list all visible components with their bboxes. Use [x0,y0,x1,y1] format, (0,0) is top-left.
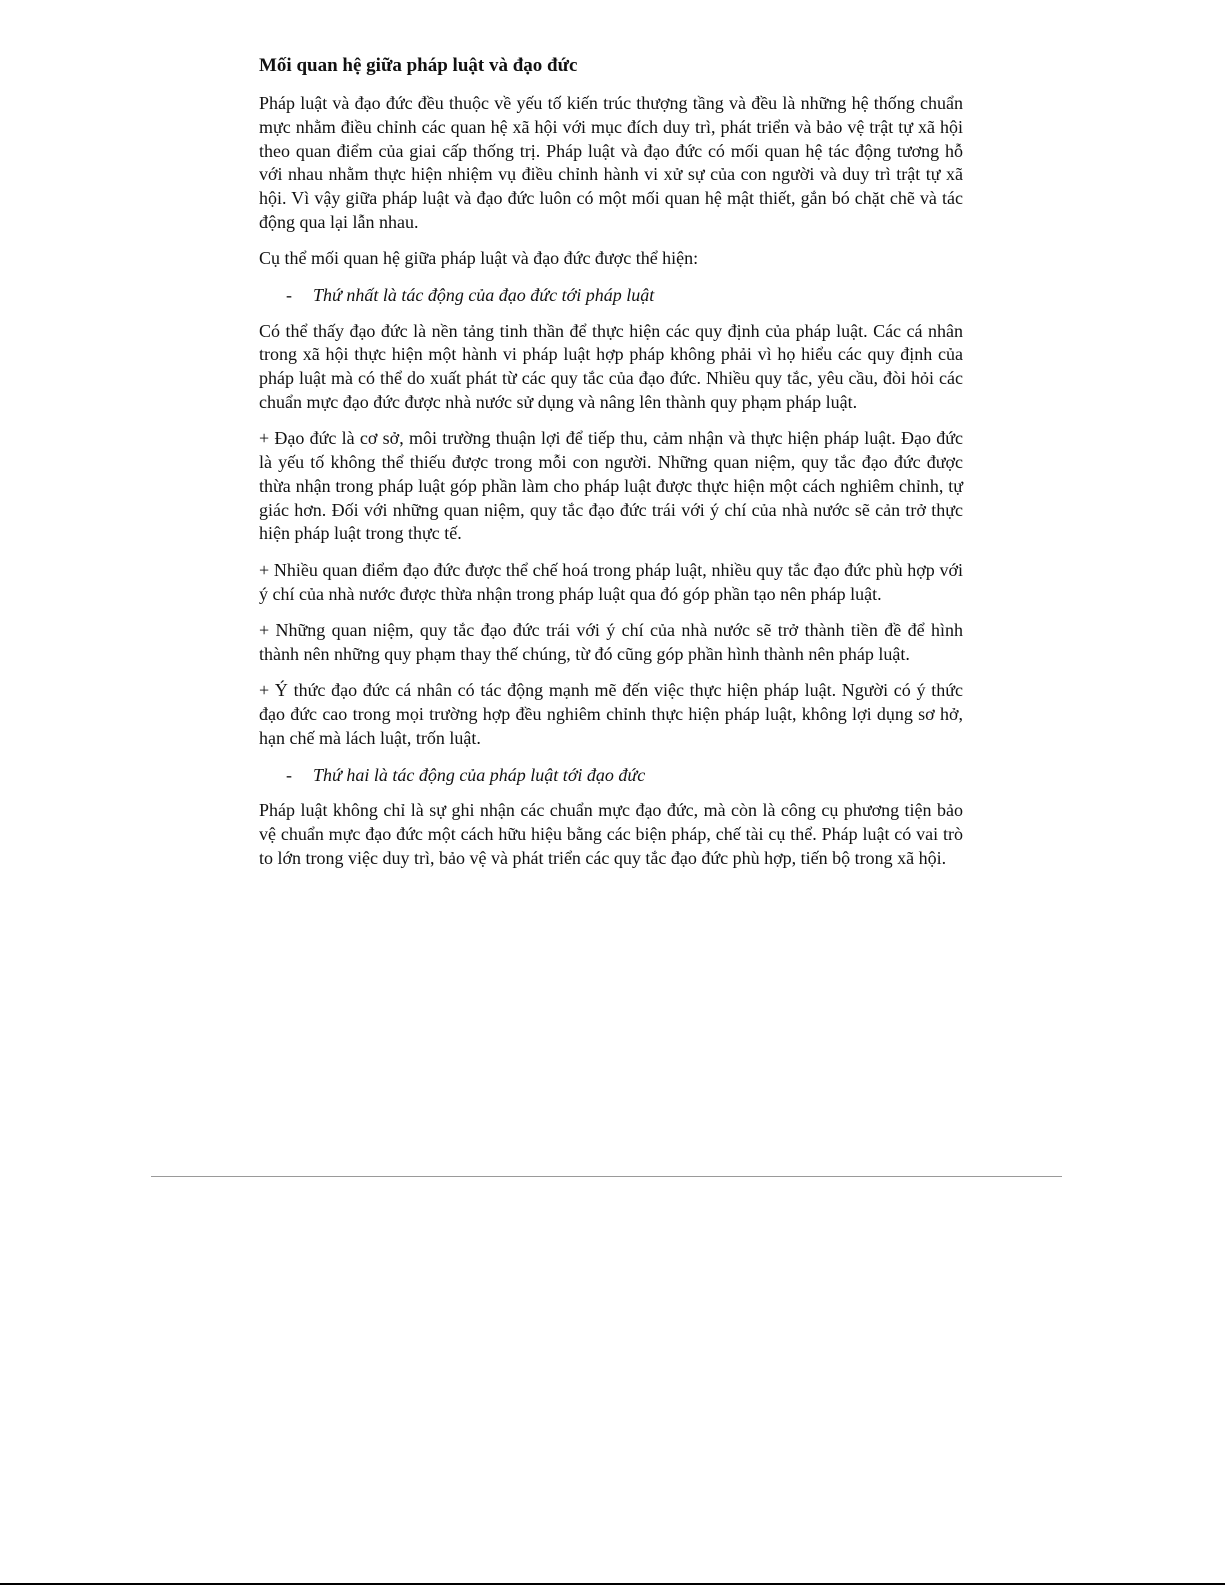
paragraph-point-premise: + Những quan niệm, quy tắc đạo đức trái với ý chí của nhà nước sẽ trở thành tiền đề để hình thành nên những quy phạm thay thế chúng, từ đó cũng góp phần hình thành nên pháp luật. [259,619,963,664]
paragraph-ethics-foundation: Có thể thấy đạo đức là nền tảng tinh thần để thực hiện các quy định của pháp luật. Các cá nhân trong xã hội thực hiện một hành vi pháp luật hợp pháp không phải vì họ hiểu các quy định của pháp luật mà có thể do xuất phát từ các quy tắc của đạo đức. Nhiều quy tắc, yêu cầu, đòi hỏi các chuẩn mực đạo đức được nhà nước sử dụng và nâng lên thành quy phạm pháp luật. [259,320,963,412]
dash-item-second-text: Thứ hai là tác động của pháp luật tới đạo đức [313,764,646,785]
paragraph-intro: Pháp luật và đạo đức đều thuộc về yếu tố kiến trúc thượng tầng và đều là những hệ thống chuẩn mực nhằm điều chỉnh các quan hệ xã hội với mục đích duy trì, phát triển và bảo vệ trật tự xã hội theo quan điểm của giai cấp thống trị. Pháp luật và đạo đức có mối quan hệ tác động tương hỗ với nhau nhằm thực hiện nhiệm vụ điều chỉnh hành vi xử sự của con người và duy trì trật tự xã hội. Vì vậy giữa pháp luật và đạo đức luôn có một mối quan hệ mật thiết, gắn bó chặt chẽ và tác động qua lại lẫn nhau. [259,93,963,232]
paragraph-lead-in: Cụ thể mối quan hệ giữa pháp luật và đạo đức được thể hiện: [259,248,699,269]
paragraph-point-basis: + Đạo đức là cơ sở, môi trường thuận lợi để tiếp thu, cảm nhận và thực hiện pháp luật. Đạo đức là yếu tố không thể thiếu được trong mỗi con người. Những quan niệm, quy tắc đạo đức được thừa nhận trong pháp luật góp phần làm cho pháp luật được thực hiện một cách nghiêm chỉnh, tự giác hơn. Đối với những quan niệm, quy tắc đạo đức trái với ý chí của nhà nước sẽ cản trở thực hiện pháp luật trong thực tế. [259,428,963,544]
dash-marker: - [286,285,292,306]
paragraph-law-protects-ethics: Pháp luật không chỉ là sự ghi nhận các chuẩn mực đạo đức, mà còn là công cụ phương tiện bảo vệ chuẩn mực đạo đức một cách hữu hiệu bằng các biện pháp, chế tài cụ thể. Pháp luật có vai trò to lớn trong việc duy trì, bảo vệ và phát triển các quy tắc đạo đức phù hợp, tiến bộ trong xã hội. [259,800,963,868]
paragraph-point-awareness: + Ý thức đạo đức cá nhân có tác động mạnh mẽ đến việc thực hiện pháp luật. Người có ý thức đạo đức cao trong mọi trường hợp đều nghiêm chỉnh thực hiện pháp luật, không lợi dụng sơ hở, hạn chế mà lách luật, trốn luật. [259,679,963,748]
footer-divider [151,1176,1062,1177]
dash-item-first [259,283,963,307]
paragraph-point-institutionalized: + Nhiều quan điểm đạo đức được thể chế hoá trong pháp luật, nhiều quy tắc đạo đức phù hợp với ý chí của nhà nước được thừa nhận trong pháp luật qua đó góp phần tạo nên pháp luật. [259,559,963,604]
dash-marker: - [286,764,292,785]
dash-item-first-text: Thứ nhất là tác động của đạo đức tới pháp luật [313,285,655,306]
document-title: Mối quan hệ giữa pháp luật và đạo đức [259,55,578,76]
dash-item-second [259,763,963,787]
document-page [259,52,963,883]
